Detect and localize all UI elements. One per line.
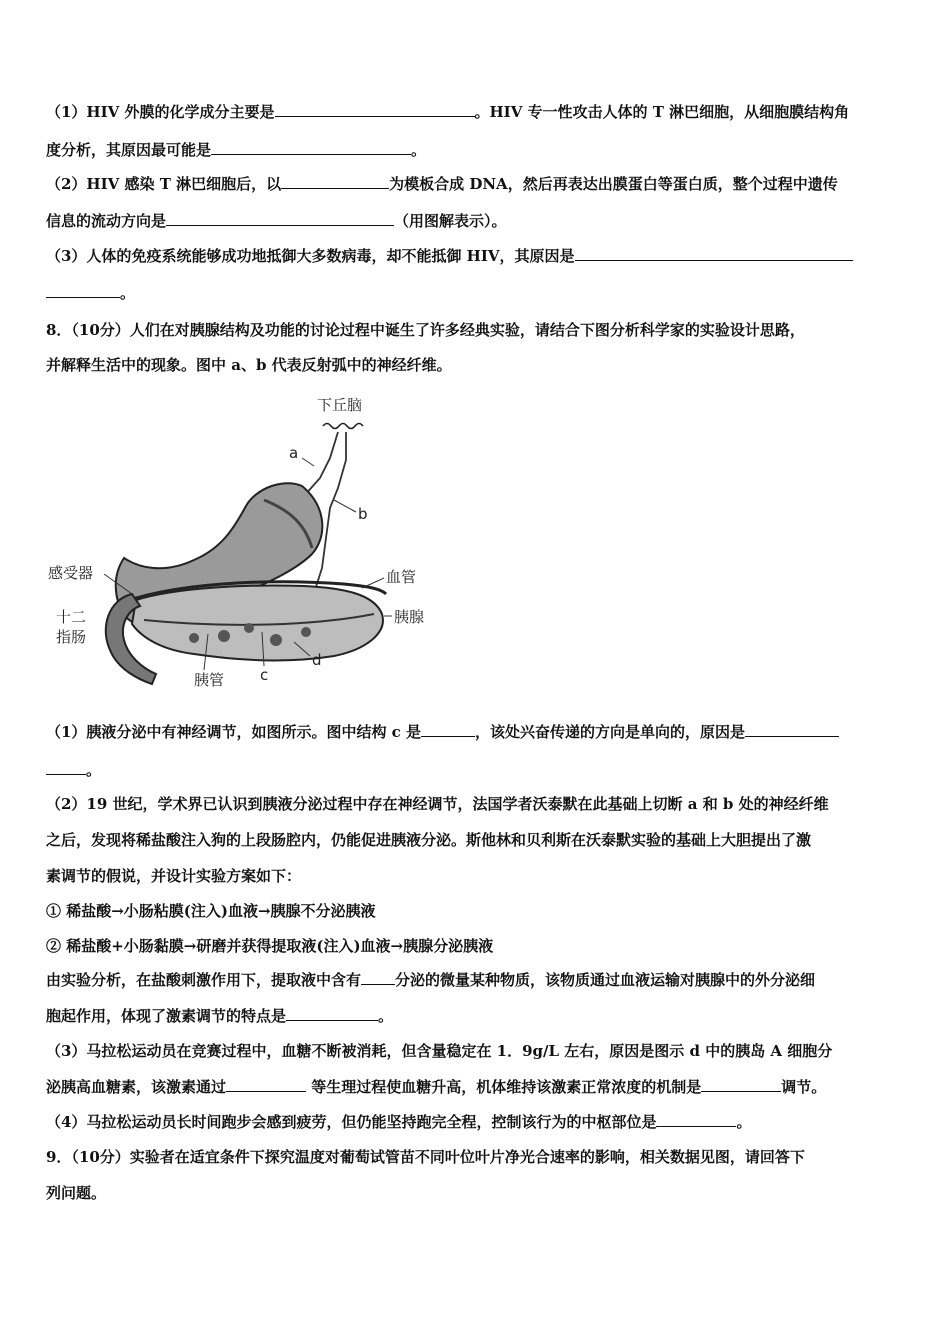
text: 。 <box>378 1007 394 1025</box>
question-8-text: 8．（10分）人们在对胰腺结构及功能的讨论过程中诞生了许多经典实验，请结合下图分析科学家的实验设计思路， <box>46 321 805 339</box>
answer-blank[interactable] <box>361 970 395 985</box>
answer-blank[interactable] <box>701 1077 781 1092</box>
duodenum-label-2: 指肠 <box>56 628 87 646</box>
q8-part3-line1 <box>46 1041 832 1061</box>
q7-part1-line2 <box>46 140 426 160</box>
q9-stem-line2 <box>46 1183 106 1203</box>
text: 。 <box>120 284 136 302</box>
text: 之后，发现将稀盐酸注入狗的上段肠腔内，仍能促进胰液分泌。斯他林和贝利斯在沃泰默实验的基础上大胆提出了激 <box>46 831 812 849</box>
answer-blank[interactable] <box>226 1077 306 1092</box>
text: ，该处兴奋传递的方向是单向的，原因是 <box>475 723 746 741</box>
q8-part1-line1 <box>46 722 839 742</box>
nerve-fiber-a <box>304 432 338 496</box>
pancreas-reflex-diagram <box>44 388 444 698</box>
text: 分泌的微量某种物质，该物质通过血液运输对胰腺中的外分泌细 <box>395 971 816 989</box>
answer-blank[interactable] <box>421 722 475 737</box>
leader-b <box>334 500 356 512</box>
text: 。 <box>736 1113 752 1131</box>
q7-part3-line1 <box>46 246 853 266</box>
question-8-text: 并解释生活中的现象。图中 a、b 代表反射弧中的神经纤维。 <box>46 356 452 374</box>
experiment-1 <box>46 901 376 921</box>
answer-blank[interactable] <box>275 102 475 117</box>
text: （2）19 世纪，学术界已认识到胰液分泌过程中存在神经调节，法国学者沃泰默在此基础上切断 a 和 b 处的神经纤维 <box>46 795 829 813</box>
duct-label: 胰管 <box>194 671 225 689</box>
text: （用图解表示）。 <box>394 212 507 230</box>
text: ① 稀盐酸→小肠粘膜(注入)血液→胰腺不分泌胰液 <box>46 902 376 920</box>
label-a: a <box>289 444 299 462</box>
q8-part3-line2 <box>46 1077 826 1097</box>
answer-blank[interactable] <box>211 140 411 155</box>
q7-part2-line2 <box>46 211 507 231</box>
text: 素调节的假说，并设计实验方案如下： <box>46 867 302 885</box>
q8-part4 <box>46 1112 751 1132</box>
leader-a <box>302 458 314 466</box>
q8-part2-line2 <box>46 830 811 850</box>
text: （4）马拉松运动员长时间跑步会感到疲劳，但仍能坚持跑完全程，控制该行为的中枢部位是 <box>46 1113 657 1131</box>
answer-blank[interactable] <box>745 722 839 737</box>
text: 泌胰高血糖素，该激素通过 <box>46 1078 227 1096</box>
q8-part2-line5 <box>46 1006 393 1026</box>
label-d: d <box>312 651 322 669</box>
text: （2）HIV 感染 T 淋巴细胞后，以 <box>46 175 282 193</box>
text: 等生理过程使血糖升高，机体维持该激素正常浓度的机制是 <box>306 1078 702 1096</box>
q8-part2-line1 <box>46 794 829 814</box>
question-9-text: 9．（10分）实验者在适宜条件下探究温度对葡萄试管苗不同叶位叶片净光合速率的影响，相关数据见图，请回答下 <box>46 1148 805 1166</box>
text: （1）HIV 外膜的化学成分主要是 <box>46 103 275 121</box>
duodenum-label-1: 十二 <box>56 608 87 626</box>
text: 为模板合成 DNA，然后再表达出膜蛋白等蛋白质，整个过程中遗传 <box>389 175 838 193</box>
answer-blank[interactable] <box>286 1006 378 1021</box>
hypothalamus-label: 下丘脑 <box>317 396 363 414</box>
question-9-text: 列问题。 <box>46 1184 107 1202</box>
q8-stem-line1 <box>46 320 805 340</box>
q7-part2-line1 <box>46 174 838 194</box>
text: 。 <box>411 141 427 159</box>
islet-spot <box>218 630 230 642</box>
q8-part1-line2 <box>46 760 101 780</box>
q8-stem-line2 <box>46 355 452 375</box>
text: 。 <box>86 761 102 779</box>
pancreas-label: 胰腺 <box>394 608 425 626</box>
islet-spot <box>270 634 282 646</box>
label-b: b <box>358 505 368 523</box>
text: 。HIV 专一性攻击人体的 T 淋巴细胞，从细胞膜结构角 <box>474 103 850 121</box>
vessel-label: 血管 <box>386 568 417 586</box>
q9-stem-line1 <box>46 1147 805 1167</box>
q7-part1-line1 <box>46 102 849 122</box>
islet-spot <box>189 633 199 643</box>
leader-vessel <box>362 578 384 588</box>
hypothalamus-edge <box>323 424 363 429</box>
receptor-label: 感受器 <box>48 564 94 582</box>
islet-spot <box>244 623 254 633</box>
answer-blank[interactable] <box>656 1112 736 1127</box>
text: 胞起作用，体现了激素调节的特点是 <box>46 1007 287 1025</box>
q8-part2-line3 <box>46 866 301 886</box>
q8-part2-line4 <box>46 970 815 990</box>
answer-blank[interactable] <box>575 246 853 261</box>
answer-blank[interactable] <box>166 211 394 226</box>
islet-spot <box>301 627 311 637</box>
text: 度分析，其原因最可能是 <box>46 141 212 159</box>
text: ② 稀盐酸+小肠黏膜→研磨并获得提取液(注入)血液→胰腺分泌胰液 <box>46 937 494 955</box>
text: （3）马拉松运动员在竞赛过程中，血糖不断被消耗，但含量稳定在 1．9g/L 左右，原因是图示 d 中的胰岛 A 细胞分 <box>46 1042 833 1060</box>
answer-blank[interactable] <box>46 760 86 775</box>
label-c: c <box>260 666 269 684</box>
text: （1）胰液分泌中有神经调节，如图所示。图中结构 c 是 <box>46 723 422 741</box>
text: （3）人体的免疫系统能够成功地抵御大多数病毒，却不能抵御 HIV，其原因是 <box>46 247 575 265</box>
text: 信息的流动方向是 <box>46 212 167 230</box>
text: 由实验分析，在盐酸刺激作用下，提取液中含有 <box>46 971 362 989</box>
text: 调节。 <box>781 1078 827 1096</box>
q7-part3-line2 <box>46 283 135 303</box>
experiment-2 <box>46 936 493 956</box>
answer-blank[interactable] <box>46 283 120 298</box>
answer-blank[interactable] <box>281 174 389 189</box>
